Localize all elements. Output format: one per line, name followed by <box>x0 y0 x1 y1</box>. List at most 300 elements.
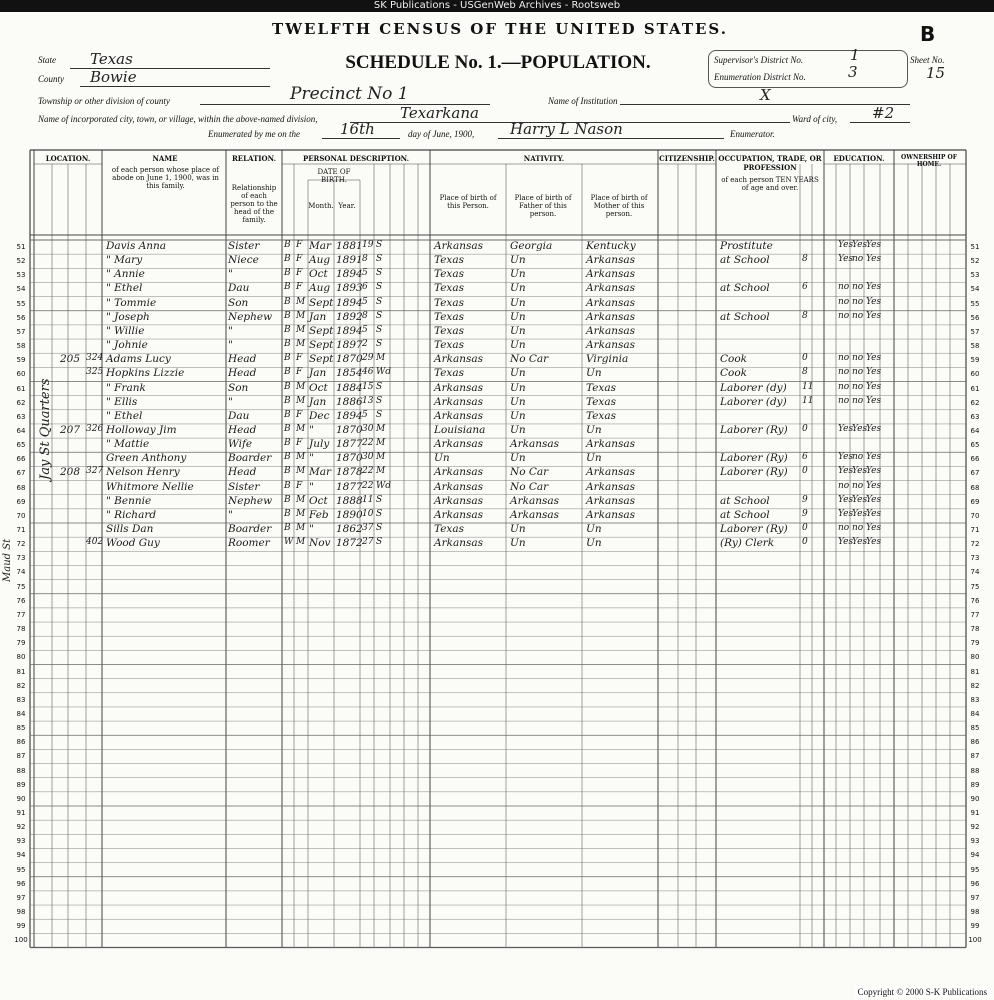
cell-fam: 327 <box>86 466 104 477</box>
cell-mother: Arkansas <box>586 438 636 451</box>
cell-father: Un <box>510 423 526 436</box>
row-number: 86 <box>16 738 26 747</box>
cell-sex: F <box>296 282 303 293</box>
cell-occ: at School <box>720 494 770 507</box>
enumeration-value: 3 <box>848 63 858 81</box>
cell-name: " Frank <box>106 381 146 394</box>
row-number: 92 <box>16 823 26 832</box>
cell-age: 13 <box>362 395 374 406</box>
cell-month: Aug <box>309 282 331 295</box>
cell-color: B <box>284 409 291 420</box>
cell-eng: Yes <box>866 381 882 392</box>
row-number-right: 71 <box>970 526 980 534</box>
cell-occ: Cook <box>720 367 748 380</box>
cell-read: no <box>838 310 850 321</box>
cell-mo: 8 <box>802 310 808 321</box>
cell-read: no <box>838 523 850 533</box>
row-number-right: 59 <box>970 356 980 365</box>
row-number: 57 <box>16 327 26 336</box>
cell-rel: Son <box>228 381 249 394</box>
cell-fam: 326 <box>86 423 104 434</box>
cell-color: W <box>284 537 294 548</box>
row-number-right: 65 <box>970 441 980 450</box>
cell-father: Un <box>510 537 526 550</box>
cell-born: Texas <box>434 296 464 309</box>
row-number-right: 66 <box>970 455 980 464</box>
cell-marital: S <box>376 409 383 420</box>
row-number-right: 58 <box>970 342 980 351</box>
cell-month: " <box>309 523 314 535</box>
cell-eng: Yes <box>866 240 882 250</box>
cell-father: Un <box>510 452 526 465</box>
cell-born: Arkansas <box>434 381 484 394</box>
cell-born: Texas <box>434 254 464 267</box>
cell-mother: Arkansas <box>586 480 636 493</box>
col-birth-father: Place of birth of Father of this person. <box>514 194 572 218</box>
cell-occ: at School <box>720 310 770 323</box>
cell-marital: S <box>376 494 383 505</box>
enumerated-month-label: day of June, 1900, <box>408 129 475 139</box>
cell-color: B <box>284 508 291 519</box>
row-number-right: 88 <box>970 766 980 775</box>
cell-month: " <box>309 480 314 493</box>
cell-mo: 0 <box>802 423 808 434</box>
margin-note: Jay St Quarters <box>38 378 53 480</box>
cell-sex: M <box>296 395 306 406</box>
cell-age: 11 <box>362 494 374 505</box>
row-number-right: 67 <box>970 469 980 478</box>
cell-mother: Arkansas <box>586 324 636 337</box>
cell-marital: S <box>376 240 383 250</box>
cell-color: B <box>284 282 291 293</box>
row-number: 91 <box>16 809 26 817</box>
cell-read: no <box>838 395 850 406</box>
cell-fam: 402 <box>86 537 104 548</box>
cell-year: 1891 <box>336 254 363 267</box>
cell-read: Yes <box>838 537 854 548</box>
cell-write: no <box>852 381 864 392</box>
cell-mother: Un <box>586 367 602 380</box>
cell-sex: M <box>296 494 306 505</box>
cell-father: Un <box>510 268 526 281</box>
cell-mother: Un <box>586 523 602 535</box>
row-number-right: 77 <box>970 610 980 619</box>
row-number-right: 73 <box>970 554 980 563</box>
cell-year: 1894 <box>336 268 363 281</box>
row-number-right: 69 <box>970 497 980 506</box>
cell-color: B <box>284 339 291 350</box>
cell-mother: Arkansas <box>586 282 636 295</box>
cell-mother: Texas <box>586 381 616 394</box>
cell-read: Yes <box>838 508 854 519</box>
col-year: Year. <box>338 202 356 210</box>
row-number-right: 78 <box>970 625 980 634</box>
row-number-right: 94 <box>970 851 980 860</box>
cell-occ: Prostitute <box>720 240 773 252</box>
cell-house: 208 <box>60 466 81 479</box>
row-number-right: 83 <box>970 695 980 704</box>
cell-born: Un <box>434 452 450 465</box>
row-number-right: 51 <box>970 243 980 251</box>
cell-write: no <box>852 395 864 406</box>
cell-born: Arkansas <box>434 353 484 366</box>
cell-year: 1897 <box>336 339 363 352</box>
state-value: Texas <box>90 50 133 68</box>
row-number: 71 <box>16 526 26 534</box>
cell-marital: S <box>376 282 383 293</box>
cell-year: 1881 <box>336 240 363 252</box>
cell-name: Davis Anna <box>106 240 167 252</box>
cell-read: Yes <box>838 466 854 477</box>
cell-mo: 9 <box>802 494 808 505</box>
cell-born: Arkansas <box>434 409 484 422</box>
row-number-right: 96 <box>970 879 980 888</box>
cell-name: " Annie <box>106 268 145 281</box>
cell-mother: Un <box>586 452 602 465</box>
cell-rel: Head <box>228 353 257 366</box>
row-number-right: 52 <box>970 257 980 266</box>
cell-month: Sept <box>309 296 334 309</box>
cell-month: Oct <box>309 494 328 507</box>
col-citizenship: CITIZENSHIP. <box>659 154 715 163</box>
cell-month: Nov <box>309 537 331 550</box>
cell-name: " Mattie <box>106 438 150 451</box>
cell-month: " <box>309 452 314 465</box>
cell-age: 46 <box>362 367 374 378</box>
cell-year: 1894 <box>336 409 363 422</box>
cell-rel: Dau <box>228 409 250 422</box>
cell-eng: Yes <box>866 480 882 491</box>
col-location: LOCATION. <box>45 154 91 163</box>
cell-name: " Ethel <box>106 409 143 422</box>
cell-father: Un <box>510 381 526 394</box>
cell-mother: Virginia <box>586 353 629 366</box>
cell-born: Louisiana <box>434 423 486 436</box>
cell-sex: F <box>296 367 303 378</box>
row-number: 76 <box>16 596 26 605</box>
cell-father: Un <box>510 324 526 337</box>
cell-month: Aug <box>309 254 331 267</box>
row-number: 70 <box>16 511 26 520</box>
cell-read: Yes <box>838 423 854 434</box>
cell-mo: 9 <box>802 508 808 519</box>
cell-born: Texas <box>434 367 464 380</box>
row-number: 96 <box>16 879 26 888</box>
cell-sex: F <box>296 438 303 449</box>
cell-occ: Laborer (Ry) <box>720 523 788 535</box>
row-number: 94 <box>16 851 26 860</box>
row-number: 69 <box>16 497 26 506</box>
cell-eng: Yes <box>866 523 882 533</box>
cell-occ: at School <box>720 508 770 521</box>
cell-born: Arkansas <box>434 537 484 550</box>
cell-write: Yes <box>852 537 868 548</box>
cell-write: no <box>852 480 864 491</box>
cell-year: 1894 <box>336 324 363 337</box>
row-number-right: 99 <box>970 922 980 931</box>
row-number: 60 <box>16 370 26 379</box>
cell-eng: Yes <box>866 367 882 378</box>
cell-read: no <box>838 367 850 378</box>
cell-age: 8 <box>362 310 368 321</box>
cell-eng: Yes <box>866 537 882 548</box>
cell-year: 1854 <box>336 367 363 380</box>
cell-age: 5 <box>362 268 368 279</box>
city-value: Texarkana <box>400 104 479 122</box>
row-number-right: 86 <box>970 738 980 747</box>
row-number: 78 <box>16 625 26 634</box>
cell-color: B <box>284 523 291 533</box>
cell-age: 29 <box>362 353 374 364</box>
row-number: 79 <box>16 639 26 648</box>
row-number-right: 74 <box>970 568 980 577</box>
cell-month: Sept <box>309 324 334 337</box>
cell-month: " <box>309 423 314 436</box>
cell-eng: Yes <box>866 254 882 265</box>
cell-mother: Texas <box>586 395 616 408</box>
row-number: 63 <box>16 412 26 421</box>
cell-age: 6 <box>362 282 368 293</box>
city-label: Name of incorporated city, town, or village, within the above-named division, <box>38 114 318 124</box>
cell-mo: 11 <box>802 381 814 392</box>
row-number: 53 <box>16 271 26 280</box>
cell-sex: F <box>296 268 303 279</box>
cell-rel: Niece <box>228 254 259 267</box>
cell-color: B <box>284 480 291 491</box>
state-label: State <box>38 55 56 65</box>
cell-year: 1870 <box>336 353 363 366</box>
sheet-value: 15 <box>926 64 946 82</box>
cell-month: Feb <box>309 508 329 521</box>
supervisor-value: 1 <box>850 46 860 64</box>
cell-rel: Boarder <box>228 452 272 465</box>
cell-father: Georgia <box>510 240 553 252</box>
row-number-right: 84 <box>970 709 980 718</box>
row-number: 55 <box>16 299 26 308</box>
row-number: 61 <box>16 384 26 393</box>
cell-eng: Yes <box>866 395 882 406</box>
cell-mo: 0 <box>802 466 808 477</box>
ward-label: Ward of city, <box>792 114 838 124</box>
col-relation: RELATION. <box>231 154 277 163</box>
cell-house: 207 <box>60 423 81 436</box>
cell-rel: Head <box>228 367 257 380</box>
cell-sex: M <box>296 381 306 392</box>
cell-write: no <box>852 254 864 265</box>
row-number-right: 57 <box>970 327 980 336</box>
cell-age: 5 <box>362 296 368 307</box>
cell-born: Arkansas <box>434 508 484 521</box>
cell-father: Un <box>510 310 526 323</box>
cell-father: Arkansas <box>510 494 560 507</box>
row-number: 98 <box>16 908 26 917</box>
row-number-right: 56 <box>970 313 980 322</box>
cell-rel: Head <box>228 466 257 479</box>
row-number-right: 53 <box>970 271 980 280</box>
cell-name: Whitmore Nellie <box>106 480 194 493</box>
cell-name: " Bennie <box>106 494 152 507</box>
cell-sex: M <box>296 310 306 321</box>
cell-month: Jan <box>309 395 327 408</box>
cell-name: " Willie <box>106 324 145 337</box>
cell-mother: Un <box>586 537 602 550</box>
cell-mother: Arkansas <box>586 268 636 281</box>
row-number: 68 <box>16 483 26 492</box>
cell-rel: " <box>228 268 233 281</box>
col-nativity: NATIVITY. <box>523 154 565 163</box>
row-number-right: 55 <box>970 299 980 308</box>
cell-write: Yes <box>852 240 868 250</box>
cell-mother: Arkansas <box>586 494 636 507</box>
copyright: Copyright © 2000 S-K Publications <box>855 986 990 998</box>
cell-write: no <box>852 523 864 533</box>
cell-sex: M <box>296 452 306 463</box>
cell-rel: " <box>228 395 233 408</box>
row-number: 84 <box>16 709 26 718</box>
cell-father: Un <box>510 523 526 535</box>
col-name: NAME <box>152 154 178 163</box>
row-number-right: 87 <box>970 752 980 761</box>
cell-marital: Wd <box>376 367 392 378</box>
cell-name: Sills Dan <box>106 523 154 535</box>
cell-name: Hopkins Lizzie <box>106 367 185 380</box>
cell-color: B <box>284 423 291 434</box>
cell-born: Texas <box>434 339 464 352</box>
row-number: 72 <box>16 540 26 549</box>
row-number-right: 75 <box>970 582 980 591</box>
row-number-right: 64 <box>970 426 980 435</box>
cell-occ: Cook <box>720 353 748 366</box>
cell-month: Mar <box>309 466 332 479</box>
cell-occ: Laborer (Ry) <box>720 423 788 436</box>
cell-age: 30 <box>362 423 374 434</box>
cell-marital: S <box>376 254 383 265</box>
cell-age: 10 <box>362 508 374 519</box>
cell-rel: Roomer <box>228 537 270 550</box>
row-number: 81 <box>16 667 26 676</box>
cell-father: Un <box>510 282 526 295</box>
row-number-right: 92 <box>970 823 980 832</box>
cell-age: 27 <box>362 537 374 548</box>
cell-marital: S <box>376 523 383 533</box>
ward-value: #2 <box>872 104 895 122</box>
cell-occ: (Ry) Clerk <box>720 537 775 550</box>
cell-eng: Yes <box>866 452 882 463</box>
cell-year: 1890 <box>336 508 363 521</box>
cell-name: Nelson Henry <box>106 466 180 479</box>
cell-born: Texas <box>434 268 464 281</box>
cell-mother: Arkansas <box>586 310 636 323</box>
cell-eng: Yes <box>866 310 882 321</box>
row-number: 80 <box>16 653 26 662</box>
cell-read: Yes <box>838 494 854 505</box>
cell-eng: Yes <box>866 296 882 307</box>
cell-marital: S <box>376 310 383 321</box>
cell-marital: S <box>376 395 383 406</box>
cell-mother: Un <box>586 423 602 436</box>
row-number: 88 <box>16 766 26 775</box>
row-number-right: 93 <box>970 837 980 846</box>
row-number-right: 54 <box>970 285 980 294</box>
cell-write: no <box>852 367 864 378</box>
col-ownership: OWNERSHIP OF HOME. <box>901 154 957 168</box>
cell-color: B <box>284 268 291 279</box>
cell-month: Mar <box>309 240 332 252</box>
cell-write: no <box>852 282 864 293</box>
cell-year: 1870 <box>336 423 363 436</box>
enumeration-label: Enumeration District No. <box>714 72 806 82</box>
cell-age: 5 <box>362 324 368 335</box>
cell-name: " Joseph <box>106 310 150 323</box>
row-number: 87 <box>16 752 26 761</box>
cell-occ: Laborer (dy) <box>720 395 787 408</box>
cell-marital: S <box>376 324 383 335</box>
row-number: 65 <box>16 441 26 450</box>
cell-eng: Yes <box>866 508 882 519</box>
cell-year: 1894 <box>336 296 363 309</box>
row-number-right: 61 <box>970 384 980 393</box>
cell-month: Sept <box>309 353 334 366</box>
row-number: 97 <box>16 893 26 902</box>
col-month: Month. <box>308 202 334 210</box>
col-birth-person: Place of birth of this Person. <box>439 194 497 210</box>
cell-year: 1892 <box>336 310 363 323</box>
cell-name: Holloway Jim <box>106 423 177 436</box>
row-number: 85 <box>16 724 26 733</box>
cell-color: B <box>284 438 291 449</box>
row-number: 58 <box>16 342 26 351</box>
cell-color: B <box>284 254 291 265</box>
cell-year: 1878 <box>336 466 363 479</box>
cell-born: Arkansas <box>434 438 484 451</box>
row-number: 99 <box>16 922 26 931</box>
cell-color: B <box>284 240 291 250</box>
cell-sex: M <box>296 466 306 477</box>
cell-year: 1877 <box>336 480 363 493</box>
row-number: 74 <box>16 568 26 577</box>
row-number: 62 <box>16 398 26 407</box>
cell-mother: Kentucky <box>586 240 636 252</box>
cell-year: 1862 <box>336 523 363 535</box>
cell-mother: Arkansas <box>586 339 636 352</box>
cell-born: Texas <box>434 523 464 535</box>
cell-name: Green Anthony <box>106 452 187 465</box>
cell-father: Arkansas <box>510 438 560 451</box>
row-number-right: 68 <box>970 483 980 492</box>
cell-write: no <box>852 353 864 364</box>
cell-color: B <box>284 296 291 307</box>
cell-eng: Yes <box>866 466 882 477</box>
cell-mother: Arkansas <box>586 508 636 521</box>
row-number: 51 <box>16 243 26 251</box>
cell-marital: S <box>376 381 383 392</box>
cell-born: Texas <box>434 324 464 337</box>
cell-month: July <box>309 438 330 451</box>
row-number-right: 100 <box>968 936 982 945</box>
cell-sex: F <box>296 240 303 250</box>
cell-born: Arkansas <box>434 466 484 479</box>
cell-name: " Richard <box>106 508 157 521</box>
cell-mother: Arkansas <box>586 296 636 309</box>
cell-name: Wood Guy <box>106 537 160 550</box>
cell-marital: M <box>376 353 386 364</box>
cell-eng: Yes <box>866 494 882 505</box>
cell-marital: S <box>376 508 383 519</box>
cell-year: 1870 <box>336 452 363 465</box>
cell-mo: 8 <box>802 367 808 378</box>
cell-rel: " <box>228 508 233 521</box>
row-number: 83 <box>16 695 26 704</box>
